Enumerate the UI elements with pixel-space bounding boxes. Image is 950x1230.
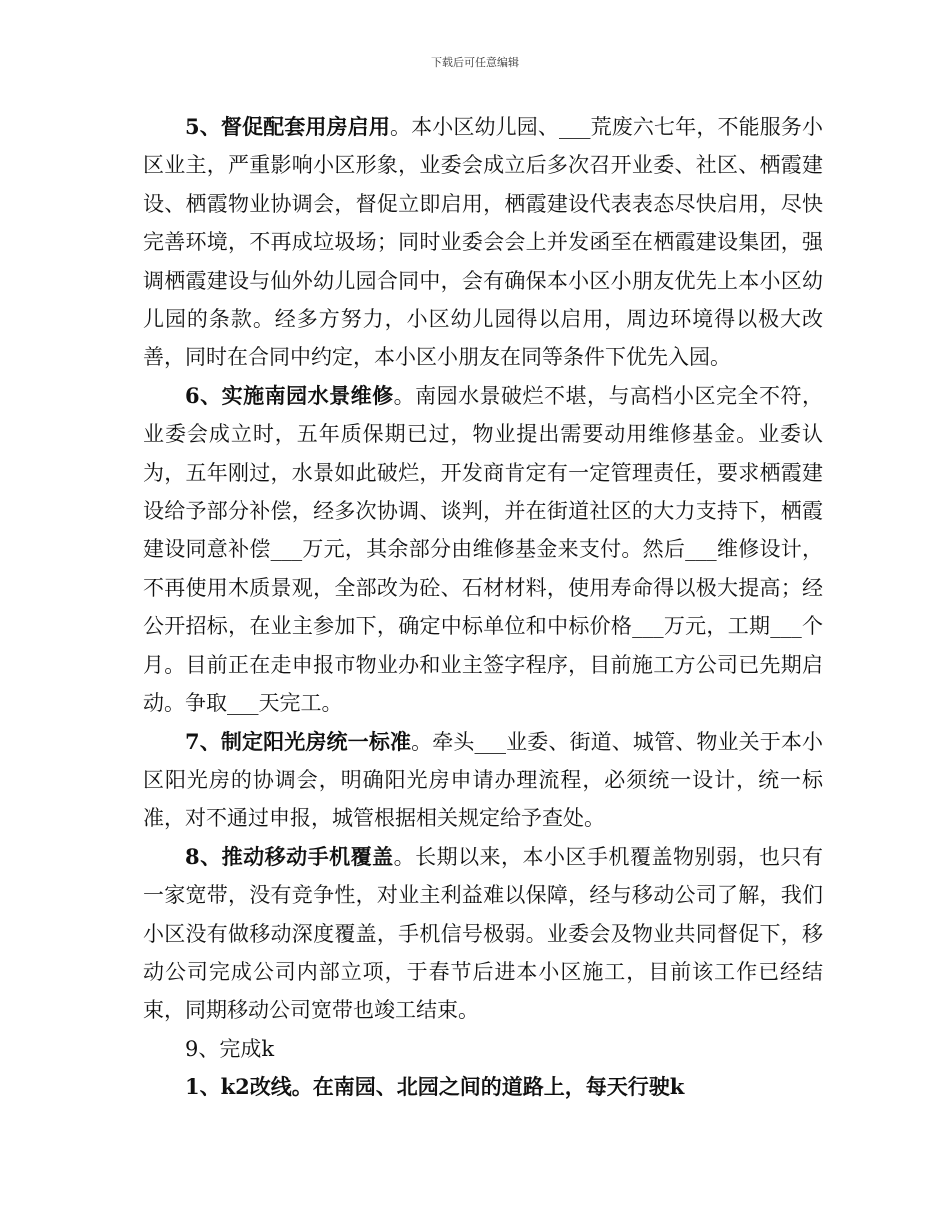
paragraph-9-subitem-1: 1、k2改线。在南园、北园之间的道路上，每天行驶k <box>185 1074 685 1100</box>
paragraph-5-heading: 5、督促配套用房启用 <box>185 114 390 139</box>
document-body <box>143 108 823 1107</box>
paragraph-8-heading: 8、推动移动手机覆盖 <box>185 843 394 869</box>
paragraph-7-text: 。牵头___业委、街道、城管、物业关于本小区阳光房的协调会，明确阳光房申请办理流程，必须统一设计，统一标准，对不通过申报，城管根据相关规定给予查处。 <box>143 729 823 831</box>
paragraph-8 <box>143 838 823 1030</box>
paragraph-7 <box>143 723 823 838</box>
page-header: 下载后可任意编辑 <box>431 56 519 69</box>
paragraph-7-heading: 7、制定阳光房统一标准 <box>185 728 412 754</box>
paragraph-8-text: 。长期以来，本小区手机覆盖物别弱，也只有一家宽带，没有竞争性，对业主利益难以保障，经与移动公司了解，我们小区没有做移动深度覆盖，手机信号极弱。业委会及物业共同督促下，移动公司完成公司内部立项，于春节后进本小区施工，目前该工作已经结束，同期移动公司宽带也竣工结束。 <box>143 844 823 1023</box>
paragraph-6-heading: 6、实施南园水景维修 <box>185 382 394 408</box>
paragraph-6-text: 。南园水景破烂不堪，与高档小区完全不符，业委会成立时，五年质保期已过，物业提出需要动用维修基金。业委认为，五年刚过，水景如此破烂，开发商肯定有一定管理责任，要求栖霞建设给予部分补偿，经多次协调、谈判，并在街道社区的大力支持下，栖霞建设同意补偿___万元，其余部分由维修基金来支付。然后___维修设计，不再使用木质景观，全部改为砼、石材材料，使用寿命得以极大提高；经公开招标，在业主参加下，确定中标单位和中标价格___万元，工期___个月。目前正在走申报市物业办和业主签字程序，目前施工方公司已先期启动。争取___天完工。 <box>143 383 823 716</box>
paragraph-6 <box>143 377 823 723</box>
paragraph-5-text: 。本小区幼儿园、___荒废六七年，不能服务小区业主，严重影响小区形象，业委会成立后多次召开业委、社区、栖霞建设、栖霞物业协调会，督促立即启用，栖霞建设代表表态尽快启用，尽快完善环境，不再成垃圾场；同时业委会会上并发函至在栖霞建设集团，强调栖霞建设与仙外幼儿园合同中，会有确保本小区小朋友优先上本小区幼儿园的条款。经多方努力，小区幼儿园得以启用，周边环境得以极大改善，同时在合同中约定，本小区小朋友在同等条件下优先入园。 <box>143 115 823 370</box>
paragraph-5 <box>143 108 823 377</box>
paragraph-9: 9、完成k <box>185 1036 275 1061</box>
